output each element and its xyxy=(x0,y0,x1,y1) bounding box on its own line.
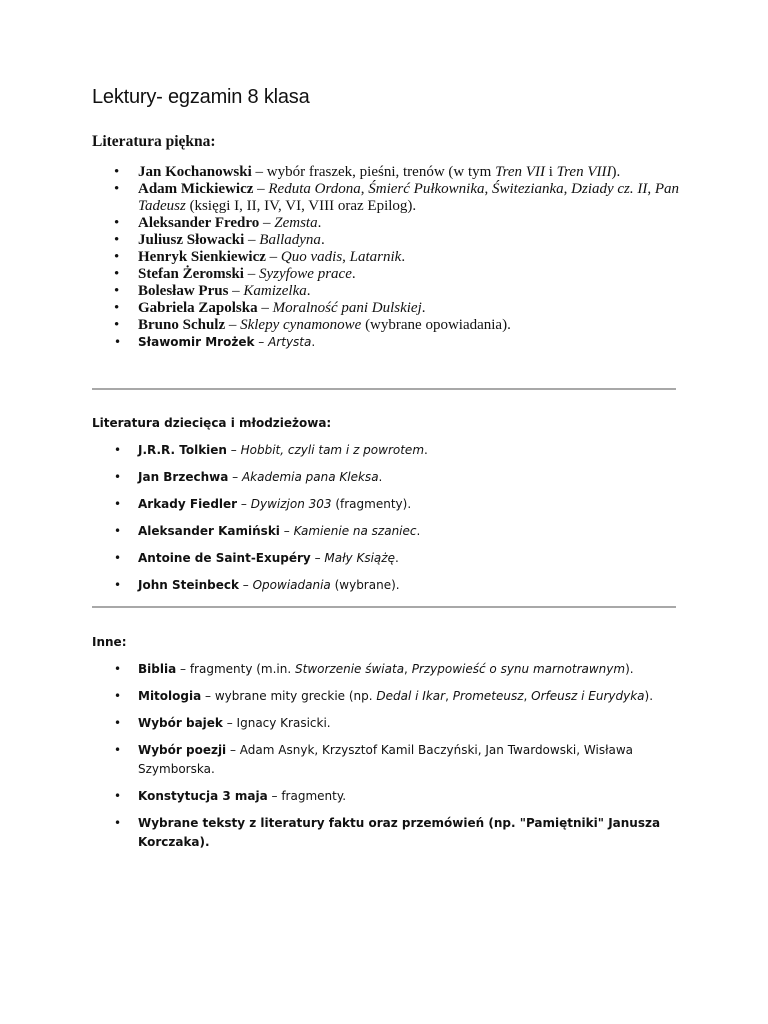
list-item: • Biblia – fragmenty (m.in. Stworzenie świata, Przypowieść o synu marnotrawnym). xyxy=(92,660,676,679)
literatura-piekna-list xyxy=(92,164,682,351)
list-item: • Aleksander Kamiński – Kamienie na szaniec. xyxy=(92,522,676,541)
list-item: • Gabriela Zapolska – Moralność pani Dulskiej. xyxy=(92,300,682,317)
list-item: • Sławomir Mrożek – Artysta. xyxy=(92,334,682,351)
list-item: • Antoine de Saint-Exupéry – Mały Książę. xyxy=(92,549,676,568)
list-item: • Konstytucja 3 maja – fragmenty. xyxy=(92,787,676,806)
list-item: • John Steinbeck – Opowiadania (wybrane). xyxy=(92,576,676,595)
list-item: • Wybór poezji – Adam Asnyk, Krzysztof Kamil Baczyński, Jan Twardowski, Wisława Szymborska. xyxy=(92,741,676,779)
list-item: • Arkady Fiedler – Dywizjon 303 (fragmenty). xyxy=(92,495,676,514)
divider xyxy=(92,388,676,390)
list-item: • Bolesław Prus – Kamizelka. xyxy=(92,283,682,300)
list-item: • Bruno Schulz – Sklepy cynamonowe (wybrane opowiadania). xyxy=(92,317,682,334)
section-heading-literatura-dziecieca: Literatura dziecięca i młodzieżowa: xyxy=(92,416,332,430)
list-item: • Wybór bajek – Ignacy Krasicki. xyxy=(92,714,676,733)
list-item: • Mitologia – wybrane mity greckie (np. Dedal i Ikar, Prometeusz, Orfeusz i Eurydyka). xyxy=(92,687,676,706)
list-item: • Jan Brzechwa – Akademia pana Kleksa. xyxy=(92,468,676,487)
list-item: • Jan Kochanowski – wybór fraszek, pieśni, trenów (w tym Tren VII i Tren VIII). xyxy=(92,164,682,181)
section-heading-literatura-piekna: Literatura piękna: xyxy=(92,133,216,150)
section-heading-inne: Inne: xyxy=(92,635,127,649)
list-item: • Adam Mickiewicz – Reduta Ordona, Śmierć Pułkownika, Świtezianka, Dziady cz. II, Pan Tadeusz (księgi I, II, IV, VI, VIII oraz Epilog). xyxy=(92,181,682,215)
inne-list xyxy=(92,660,676,860)
list-item: • J.R.R. Tolkien – Hobbit, czyli tam i z powrotem. xyxy=(92,441,676,460)
list-item: • Juliusz Słowacki – Balladyna. xyxy=(92,232,682,249)
literatura-dziecieca-list xyxy=(92,441,676,603)
list-item: • Stefan Żeromski – Syzyfowe prace. xyxy=(92,266,682,283)
list-item: • Aleksander Fredro – Zemsta. xyxy=(92,215,682,232)
list-item: • Henryk Sienkiewicz – Quo vadis, Latarnik. xyxy=(92,249,682,266)
divider xyxy=(92,606,676,608)
list-item: • Wybrane teksty z literatury faktu oraz przemówień (np. "Pamiętniki" Janusza Korczaka). xyxy=(92,814,676,852)
document-title: Lektury- egzamin 8 klasa xyxy=(92,86,310,108)
